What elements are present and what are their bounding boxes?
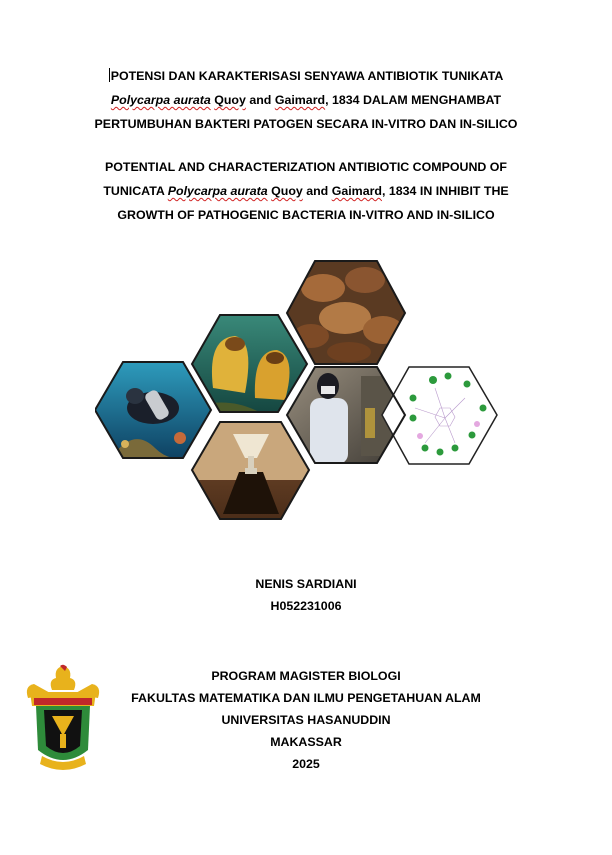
molecular-interaction-diagram	[382, 367, 497, 464]
filtration-flask-photo	[190, 420, 312, 522]
title-english	[0, 155, 612, 227]
title-en-line-1: POTENTIAL AND CHARACTERIZATION ANTIBIOTIC COMPOUND OF	[105, 160, 507, 174]
title-en-line-2: TUNICATA Polycarpa aurata Quoy and Gaimard, 1834 IN INHIBIT THE	[103, 184, 509, 198]
species-name: Polycarpa aurata	[110, 93, 211, 107]
university-name: UNIVERSITAS HASANUDDIN	[221, 713, 391, 727]
title-id-line-3: PERTUMBUHAN BAKTERI PATOGEN SECARA IN-VITRO DAN IN-SILICO	[94, 117, 518, 131]
tunicate-underwater-photo	[190, 313, 310, 417]
species-name: Polycarpa aurata	[167, 184, 268, 198]
title-id-line-1: POTENSI DAN KARAKTERISASI SENYAWA ANTIBIOTIK TUNIKATA	[110, 69, 504, 83]
institution-block	[0, 665, 612, 775]
hexagon-photo-collage	[95, 258, 500, 526]
faculty-name: FAKULTAS MATEMATIKA DAN ILMU PENGETAHUAN ALAM	[131, 691, 481, 705]
author-name: NENIS SARDIANI	[255, 577, 357, 591]
title-en-line-3: GROWTH OF PATHOGENIC BACTERIA IN-VITRO AND IN-SILICO	[117, 208, 495, 222]
text-cursor	[109, 68, 110, 82]
title-id-line-2: Polycarpa aurata Quoy and Gaimard, 1834 DALAM MENGHAMBAT	[110, 93, 502, 107]
dried-tunicate-photo	[285, 258, 407, 366]
student-id: H052231006	[270, 599, 342, 613]
city-name: MAKASSAR	[270, 735, 342, 749]
program-name: PROGRAM MAGISTER BIOLOGI	[211, 669, 401, 683]
year: 2025	[292, 757, 320, 771]
title-indonesian	[0, 64, 612, 136]
author-block	[0, 573, 612, 617]
